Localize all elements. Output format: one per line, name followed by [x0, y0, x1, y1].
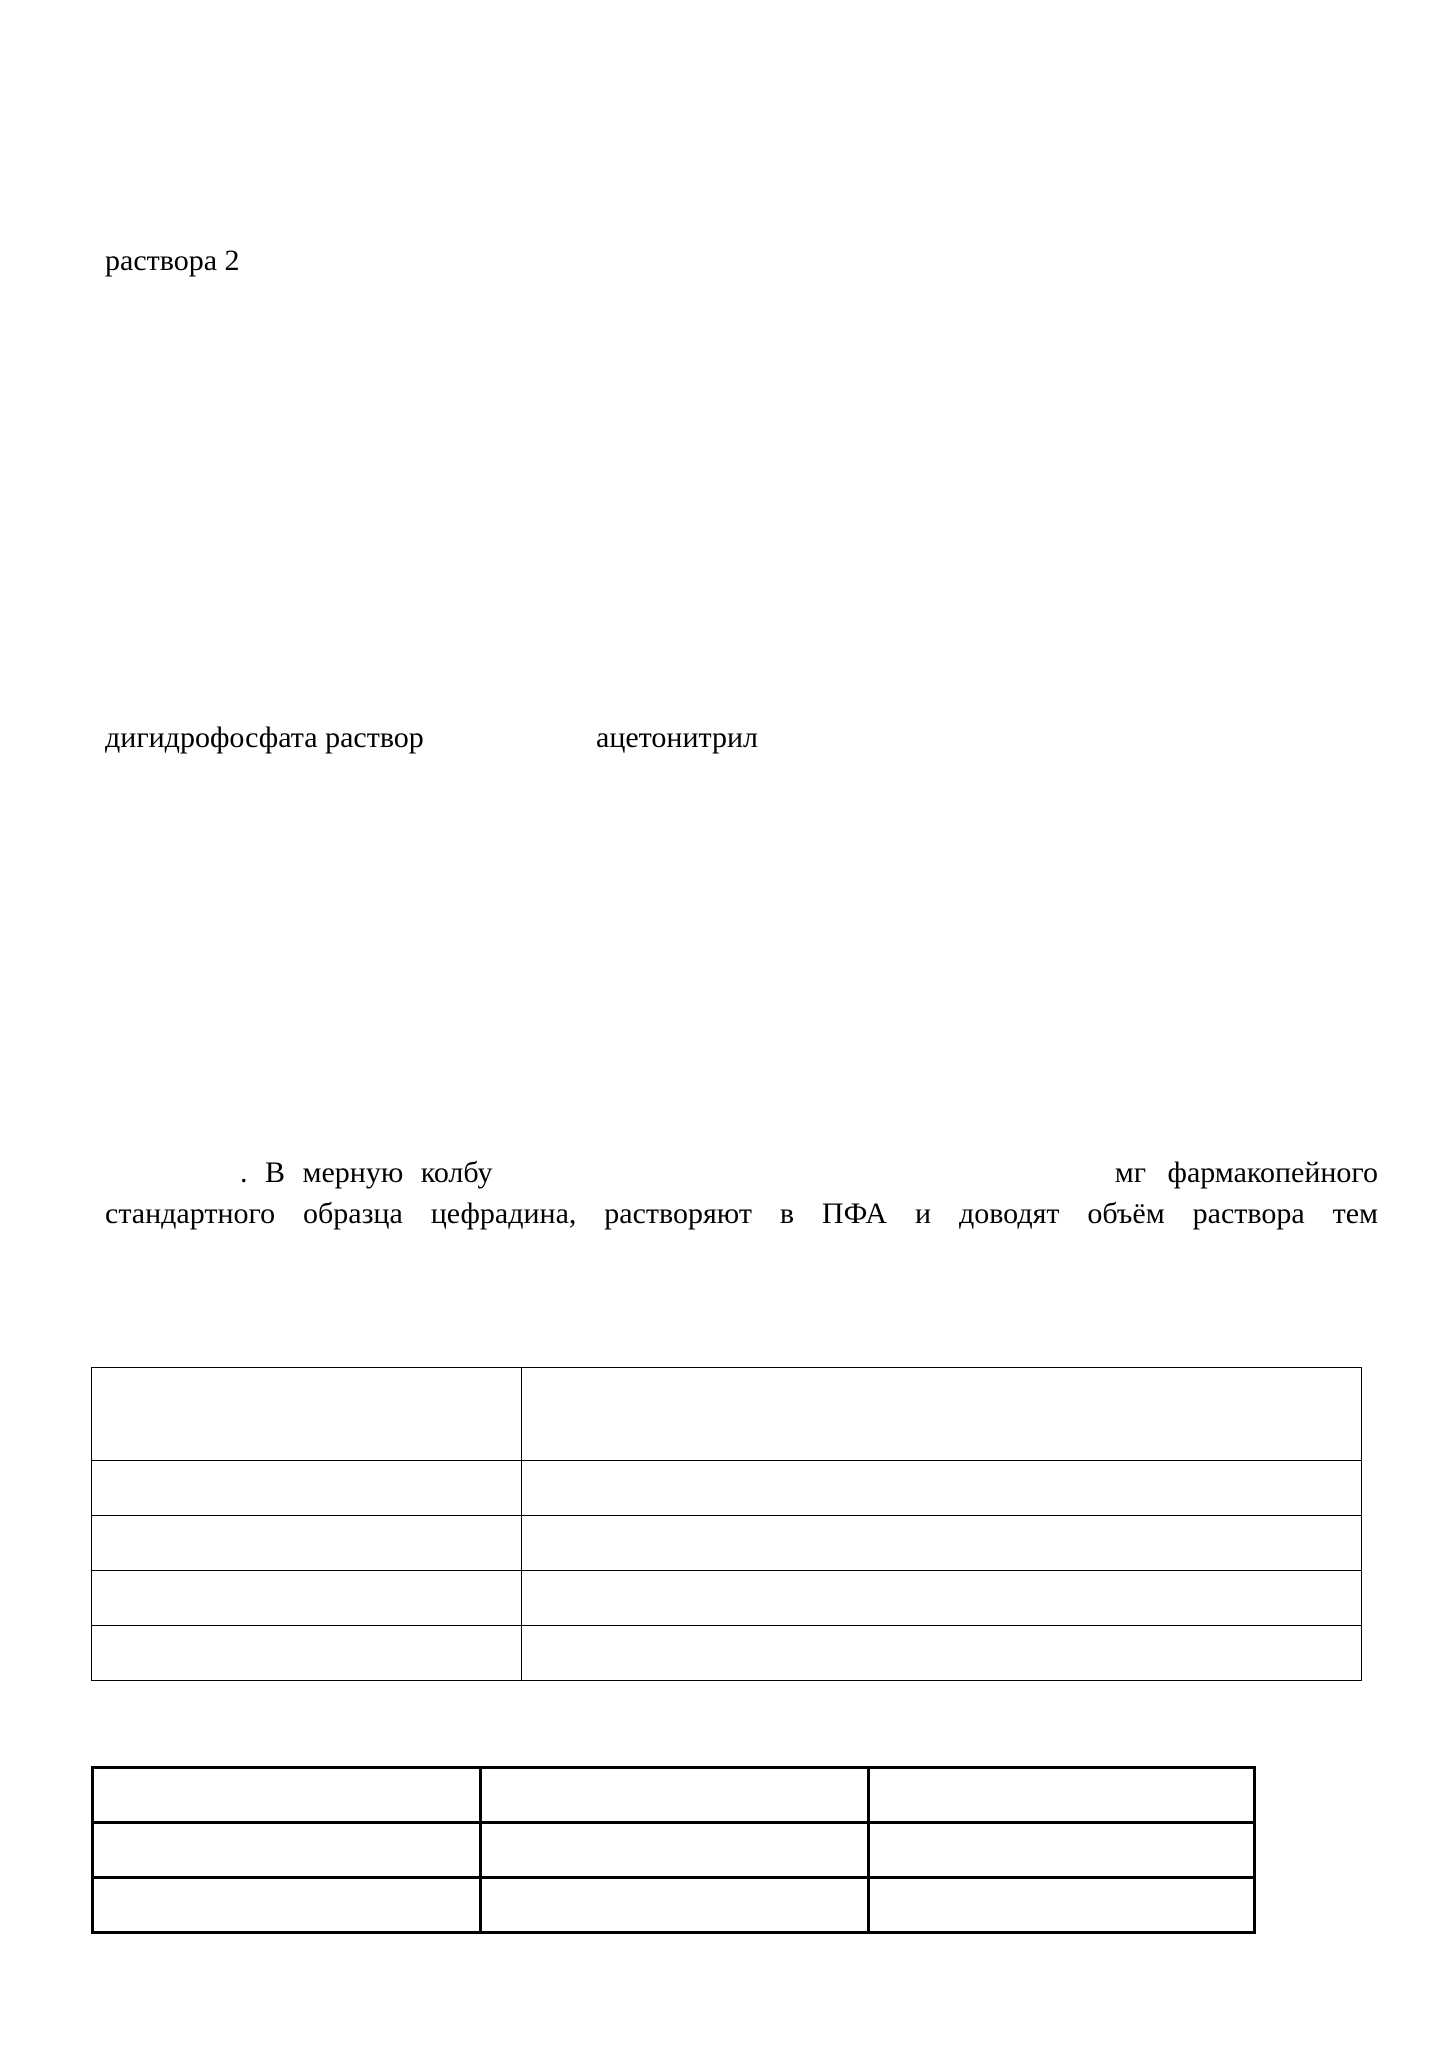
- table-cell: [92, 1461, 522, 1516]
- table-row: [93, 1823, 1255, 1878]
- table-cell: [481, 1878, 869, 1933]
- table-row: [92, 1368, 1362, 1461]
- table-cell: [92, 1626, 522, 1681]
- table-cell: [522, 1626, 1362, 1681]
- table-cell: [869, 1878, 1255, 1933]
- table-cell: [869, 1768, 1255, 1823]
- paragraph-line-1-end: мг фармакопейного: [1114, 1156, 1378, 1189]
- text-fragment-solution-2: раствора 2: [105, 244, 240, 277]
- table-row: [93, 1768, 1255, 1823]
- table-suitability: [91, 1766, 1256, 1934]
- table-cell: [522, 1516, 1362, 1571]
- table-row: [92, 1461, 1362, 1516]
- table-row: [92, 1626, 1362, 1681]
- table-parameters: [91, 1367, 1362, 1681]
- table-cell: [869, 1823, 1255, 1878]
- table-cell: [481, 1823, 869, 1878]
- table-cell: [522, 1368, 1362, 1461]
- table-row: [92, 1516, 1362, 1571]
- table-cell: [92, 1368, 522, 1461]
- text-fragment-dihydrophosphate: дигидрофосфата раствор: [105, 721, 424, 754]
- paragraph-line-1-start: . В мерную колбу: [240, 1156, 493, 1189]
- table-cell: [522, 1571, 1362, 1626]
- paragraph-line-1: [240, 1155, 1378, 1191]
- text-fragment-acetonitrile: ацетонитрил: [596, 721, 759, 754]
- paragraph-line-2: стандартного образца цефрадина, растворяют в ПФА и доводят объём раствора тем: [105, 1197, 1378, 1230]
- table-cell: [92, 1571, 522, 1626]
- table-cell: [93, 1878, 481, 1933]
- table-cell: [481, 1768, 869, 1823]
- table-row: [92, 1571, 1362, 1626]
- table-row: [93, 1878, 1255, 1933]
- table-cell: [92, 1516, 522, 1571]
- table-cell: [93, 1823, 481, 1878]
- table-cell: [522, 1461, 1362, 1516]
- table-cell: [93, 1768, 481, 1823]
